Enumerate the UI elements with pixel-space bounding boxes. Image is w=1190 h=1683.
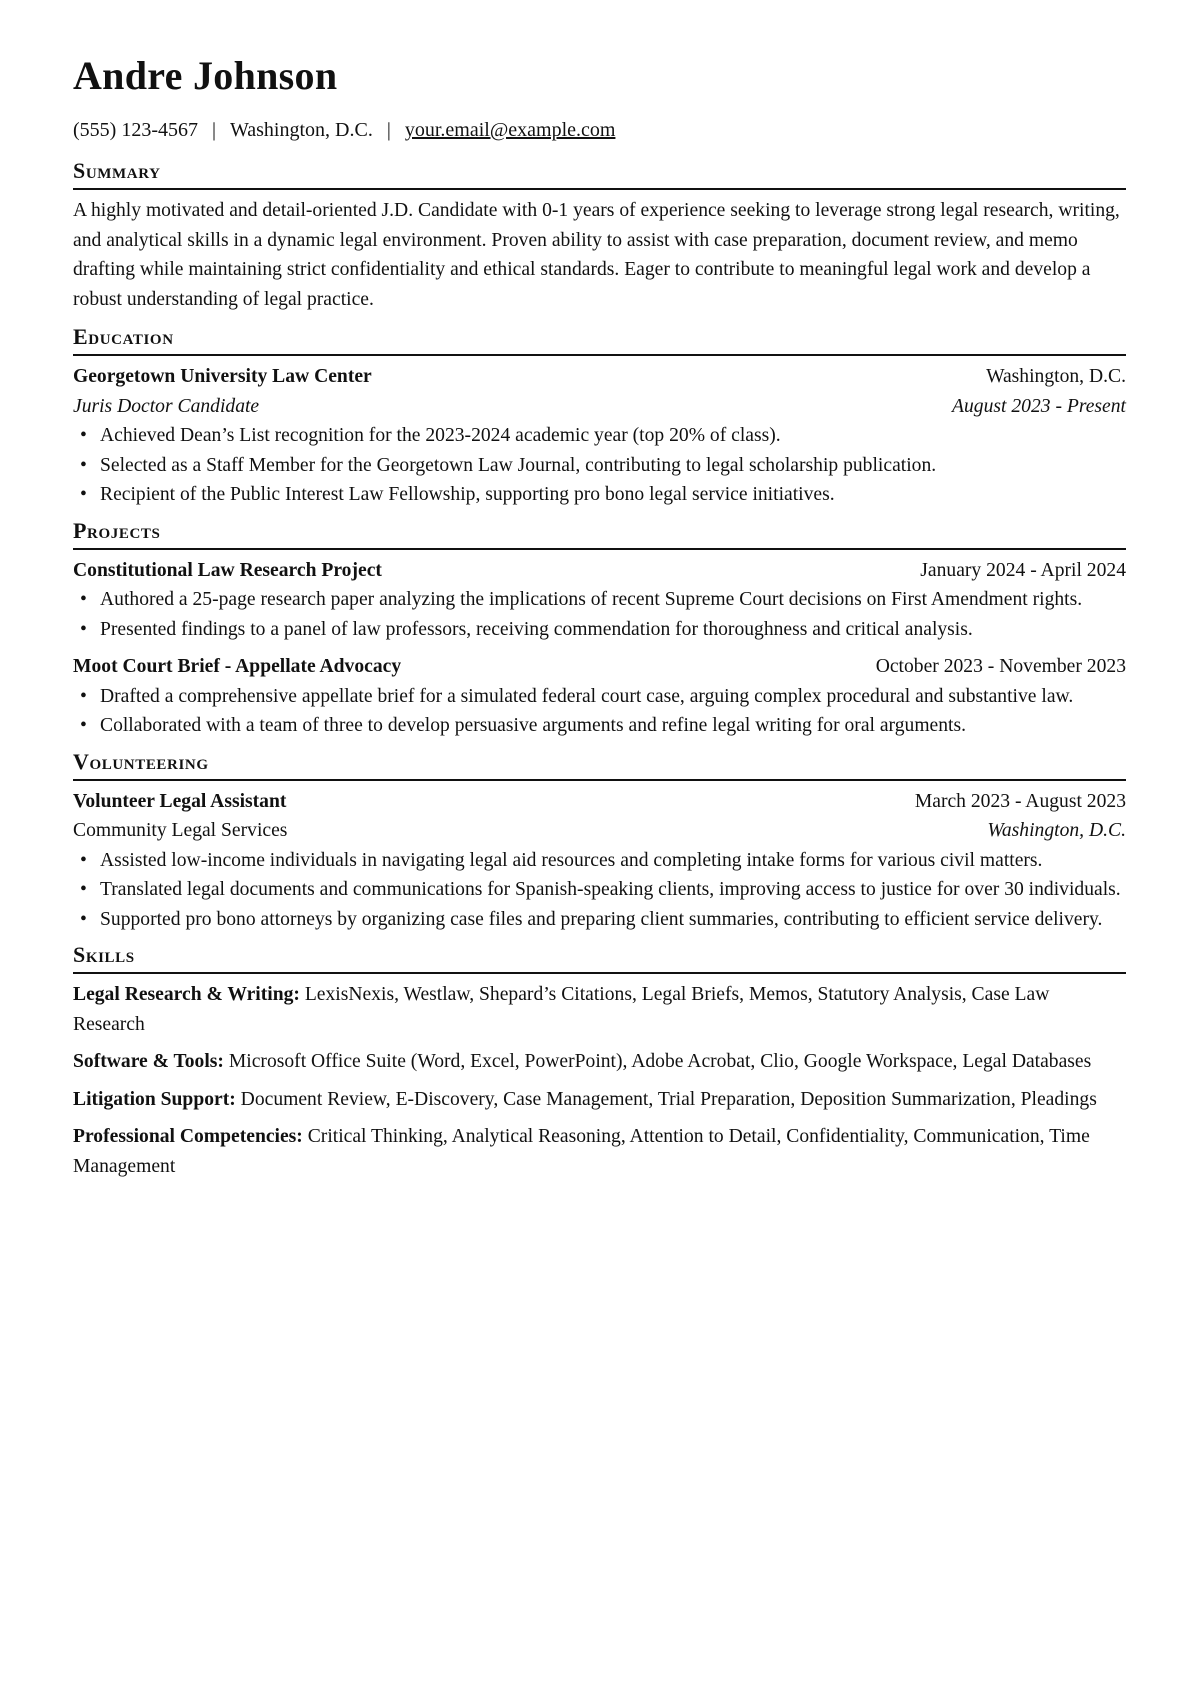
- project-bullets: [73, 585, 1126, 644]
- summary-section: [73, 158, 1126, 314]
- location: Washington, D.C.: [230, 119, 373, 141]
- skill-label: Litigation Support:: [73, 1088, 241, 1110]
- list-item: • Collaborated with a team of three to develop persuasive arguments and refine legal writing for oral arguments.: [73, 711, 1126, 741]
- skill-value: Microsoft Office Suite (Word, Excel, PowerPoint), Adobe Acrobat, Clio, Google Workspace, Legal Databases: [228, 1051, 1092, 1072]
- skill-row: [73, 1122, 1126, 1181]
- summary-text: A highly motivated and detail-oriented J.D. Candidate with 0-1 years of experience seeking to leverage strong legal research, writing, and analytical skills in a dynamic legal environment. Proven ability to assist with case preparation, document review, and memo drafting while maintaining strict confidentiality and ethical standards. Eager to contribute to meaningful legal work and develop a robust understanding of legal practice.: [73, 200, 1120, 310]
- list-item: • Supported pro bono attorneys by organizing case files and preparing client summaries, contributing to efficient service delivery.: [73, 905, 1126, 935]
- volunteer-location: Washington, D.C.: [987, 820, 1126, 841]
- skill-label: Legal Research & Writing:: [73, 984, 305, 1005]
- separator: |: [386, 119, 391, 141]
- volunteer-entry: [73, 787, 1126, 935]
- education-dates: August 2023 - Present: [952, 395, 1126, 417]
- volunteering-section: [73, 749, 1126, 935]
- education-entry: [73, 362, 1126, 510]
- skill-row: [73, 980, 1126, 1039]
- contact-line: [73, 118, 1126, 142]
- skill-value: Critical Thinking, Analytical Reasoning, Attention to Detail, Confidentiality, Communication, Time Management: [73, 1126, 1090, 1177]
- section-title-volunteering: Volunteering: [73, 749, 1126, 781]
- resume-page: [73, 53, 1126, 1189]
- skill-label: Professional Competencies:: [73, 1126, 308, 1147]
- section-title-skills: Skills: [73, 942, 1126, 974]
- list-item: • Achieved Dean’s List recognition for the 2023-2024 academic year (top 20% of class).: [73, 421, 1126, 451]
- volunteer-role: Volunteer Legal Assistant: [73, 790, 287, 812]
- list-item: • Selected as a Staff Member for the Georgetown Law Journal, contributing to legal scholarship publication.: [73, 451, 1126, 481]
- list-item: • Authored a 25-page research paper analyzing the implications of recent Supreme Court decisions on First Amendment rights.: [73, 585, 1126, 615]
- project-entry: [73, 556, 1126, 645]
- education-bullets: [73, 421, 1126, 510]
- education-section: [73, 324, 1126, 510]
- list-item: • Drafted a comprehensive appellate brief for a simulated federal court case, arguing complex procedural and substantive law.: [73, 682, 1126, 712]
- skill-label: Software & Tools:: [73, 1051, 229, 1072]
- section-title-projects: Projects: [73, 518, 1126, 550]
- project-name: Moot Court Brief - Appellate Advocacy: [73, 656, 402, 677]
- list-item: • Recipient of the Public Interest Law Fellowship, supporting pro bono legal service initiatives.: [73, 480, 1126, 510]
- skills-section: [73, 942, 1126, 1181]
- degree: Juris Doctor Candidate: [73, 395, 260, 417]
- list-item: • Translated legal documents and communications for Spanish-speaking clients, improving access to justice for over 30 individuals.: [73, 875, 1126, 905]
- school-name: Georgetown University Law Center: [73, 366, 372, 387]
- project-bullets: [73, 682, 1126, 741]
- phone: (555) 123-4567: [73, 119, 198, 141]
- project-entry: [73, 652, 1126, 741]
- school-location: Washington, D.C.: [986, 366, 1126, 387]
- section-title-education: Education: [73, 324, 1126, 356]
- skill-value: Document Review, E-Discovery, Case Management, Trial Preparation, Deposition Summarization, Pleadings: [240, 1088, 1097, 1110]
- separator: |: [211, 119, 216, 141]
- section-title-summary: Summary: [73, 158, 1126, 190]
- skill-value: LexisNexis, Westlaw, Shepard’s Citations, Legal Briefs, Memos, Statutory Analysis, Case Law Research: [73, 984, 1050, 1035]
- volunteer-bullets: [73, 846, 1126, 935]
- volunteer-dates: March 2023 - August 2023: [914, 790, 1126, 812]
- project-name: Constitutional Law Research Project: [73, 559, 382, 581]
- candidate-name: Andre Johnson: [73, 53, 338, 98]
- projects-section: [73, 518, 1126, 741]
- project-dates: October 2023 - November 2023: [875, 656, 1126, 677]
- volunteer-organization: Community Legal Services: [73, 820, 288, 841]
- email-link[interactable]: your.email@example.com: [404, 119, 616, 141]
- list-item: • Presented findings to a panel of law professors, receiving commendation for thoroughness and critical analysis.: [73, 615, 1126, 645]
- list-item: • Assisted low-income individuals in navigating legal aid resources and completing intake forms for various civil matters.: [73, 846, 1126, 876]
- project-dates: January 2024 - April 2024: [920, 559, 1126, 581]
- skill-row: [73, 1047, 1126, 1077]
- skill-row: [73, 1085, 1126, 1115]
